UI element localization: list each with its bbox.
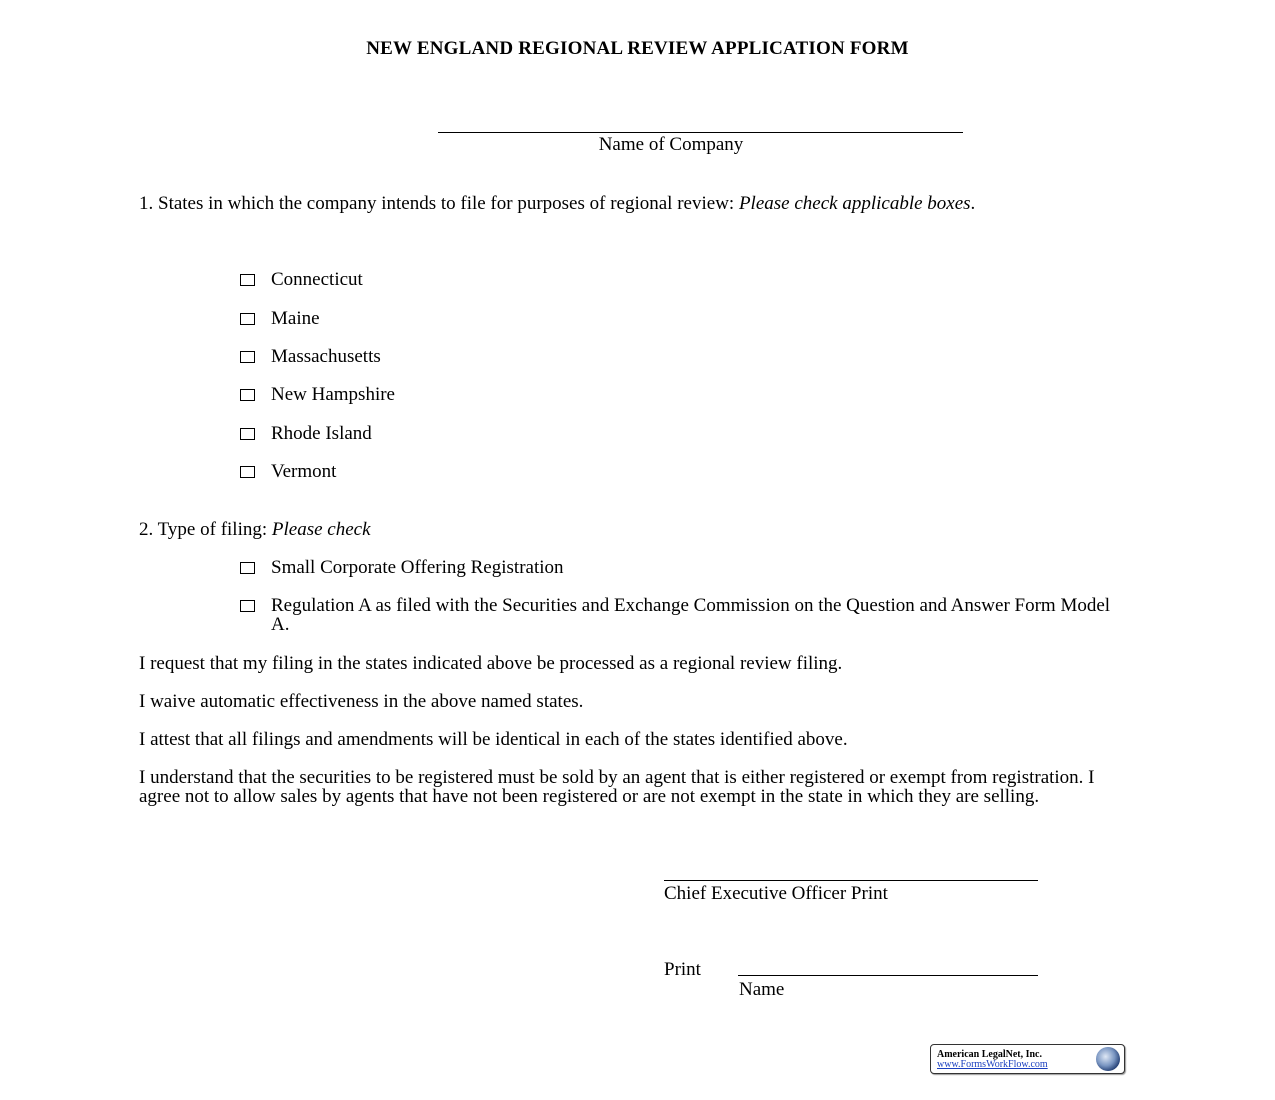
checkbox[interactable]	[240, 351, 255, 363]
print-name-field[interactable]	[738, 975, 1038, 976]
state-label: Rhode Island	[271, 423, 372, 444]
question-1-text: 1. States in which the company intends to file for purposes of regional review:	[139, 193, 739, 214]
state-option-new-hampshire[interactable]	[240, 384, 395, 406]
state-label: New Hampshire	[271, 384, 395, 405]
company-name-label: Name of Company	[598, 134, 744, 155]
state-label: Vermont	[271, 461, 337, 482]
checkbox[interactable]	[240, 274, 255, 286]
ceo-signature-label: Chief Executive Officer Print	[664, 883, 888, 904]
statement-agent-registration: I understand that the securities to be registered must be sold by an agent that is either registered or exempt from registration. I agree not to allow sales by agents that have not been registered or are not exempt in the state in which they are selling.	[139, 767, 1095, 807]
filing-option-scor[interactable]	[240, 557, 564, 579]
checkbox[interactable]	[240, 389, 255, 401]
checkbox[interactable]	[240, 562, 255, 574]
state-option-vermont[interactable]	[240, 461, 336, 483]
filing-label: Small Corporate Offering Registration	[271, 557, 564, 578]
state-option-massachusetts[interactable]	[240, 346, 381, 368]
checkbox[interactable]	[240, 428, 255, 440]
badge-company: American LegalNet, Inc.	[937, 1049, 1042, 1060]
state-option-connecticut[interactable]	[240, 269, 363, 291]
state-label: Maine	[271, 308, 320, 329]
name-label: Name	[739, 979, 785, 1000]
american-legalnet-badge[interactable]	[930, 1044, 1125, 1074]
ceo-signature-field[interactable]	[664, 880, 1038, 881]
checkbox[interactable]	[240, 313, 255, 325]
statement-identical-filings: I attest that all filings and amendments will be identical in each of the states identified above.	[139, 729, 848, 750]
filing-label: Regulation A as filed with the Securities and Exchange Commission on the Question and Answer Form Model A.	[271, 595, 1111, 635]
statement-regional-review: I request that my filing in the states indicated above be processed as a regional review filing.	[139, 653, 843, 674]
form-title: NEW ENGLAND REGIONAL REVIEW APPLICATION FORM	[366, 38, 909, 59]
company-name-field[interactable]	[438, 132, 963, 133]
question-2	[139, 520, 1129, 539]
state-label: Massachusetts	[271, 346, 381, 367]
checkbox[interactable]	[240, 466, 255, 478]
state-label: Connecticut	[271, 269, 363, 290]
question-2-text: 2. Type of filing:	[139, 519, 272, 540]
checkbox[interactable]	[240, 600, 255, 612]
question-2-instruction: Please check	[271, 519, 371, 540]
globe-logo-icon	[1096, 1047, 1120, 1071]
print-label: Print	[664, 959, 701, 980]
question-1-instruction: Please check applicable boxes	[738, 193, 971, 214]
state-option-maine[interactable]	[240, 308, 320, 330]
filing-option-regulation-a[interactable]	[240, 596, 1130, 634]
statement-waive-effectiveness: I waive automatic effectiveness in the above named states.	[139, 691, 584, 712]
question-1	[139, 194, 1129, 213]
state-option-rhode-island[interactable]	[240, 423, 372, 445]
question-1-suffix: .	[970, 193, 976, 214]
badge-url-link[interactable]: www.FormsWorkFlow.com	[937, 1059, 1048, 1070]
